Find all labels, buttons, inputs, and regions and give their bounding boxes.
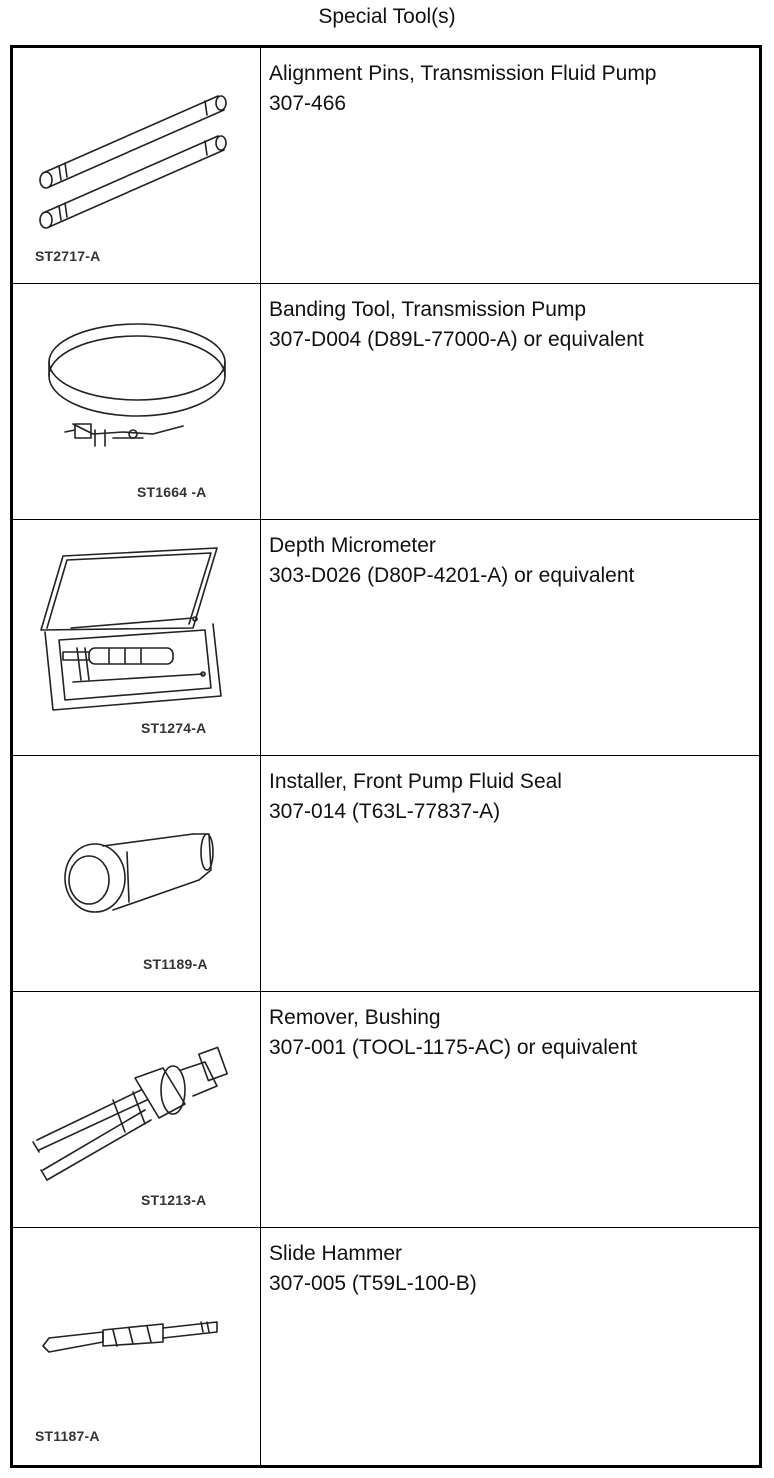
tool-illustration-cell	[13, 48, 261, 283]
table-row	[13, 284, 759, 520]
tool-number: 307-D004 (D89L-77000-A) or equivalent	[269, 328, 644, 351]
tool-code: ST1213-A	[141, 1192, 207, 1208]
tool-code: ST1189-A	[143, 956, 208, 972]
tool-number: 307-014 (T63L-77837-A)	[269, 800, 501, 823]
tool-name: Installer, Front Pump Fluid Seal	[269, 770, 562, 793]
tool-code: ST1187-A	[35, 1428, 100, 1444]
tool-code: ST2717-A	[35, 248, 101, 264]
tool-description	[261, 992, 759, 1227]
tool-name: Depth Micrometer	[269, 534, 436, 557]
depth-micrometer-icon	[13, 520, 261, 756]
table-row	[13, 992, 759, 1228]
tool-illustration-cell	[13, 520, 261, 755]
tool-number: 303-D026 (D80P-4201-A) or equivalent	[269, 564, 635, 587]
tool-code: ST1274-A	[141, 720, 207, 736]
tool-name: Alignment Pins, Transmission Fluid Pump	[269, 62, 657, 85]
tool-name: Banding Tool, Transmission Pump	[269, 298, 587, 321]
tool-illustration-cell	[13, 1228, 261, 1465]
tool-code: ST1664 -A	[137, 484, 207, 500]
table-row	[13, 1228, 759, 1465]
table-row	[13, 520, 759, 756]
tool-number: 307-001 (TOOL-1175-AC) or equivalent	[269, 1036, 638, 1059]
table-row	[13, 756, 759, 992]
tool-description	[261, 520, 759, 755]
page-title: Special Tool(s)	[318, 5, 456, 28]
tool-description	[261, 756, 759, 991]
tool-description	[261, 1228, 759, 1465]
tool-illustration-cell	[13, 756, 261, 991]
tool-number: 307-005 (T59L-100-B)	[269, 1272, 477, 1295]
tool-illustration-cell	[13, 284, 261, 519]
special-tools-table	[10, 45, 762, 1468]
tool-name: Slide Hammer	[269, 1242, 403, 1265]
tool-illustration-cell	[13, 992, 261, 1227]
seal-installer-icon	[13, 756, 261, 992]
table-row	[13, 48, 759, 284]
tool-name: Remover, Bushing	[269, 1006, 441, 1029]
tool-description	[261, 284, 759, 519]
tool-number: 307-466	[269, 92, 347, 115]
bushing-remover-icon	[13, 992, 261, 1228]
tool-description	[261, 48, 759, 283]
